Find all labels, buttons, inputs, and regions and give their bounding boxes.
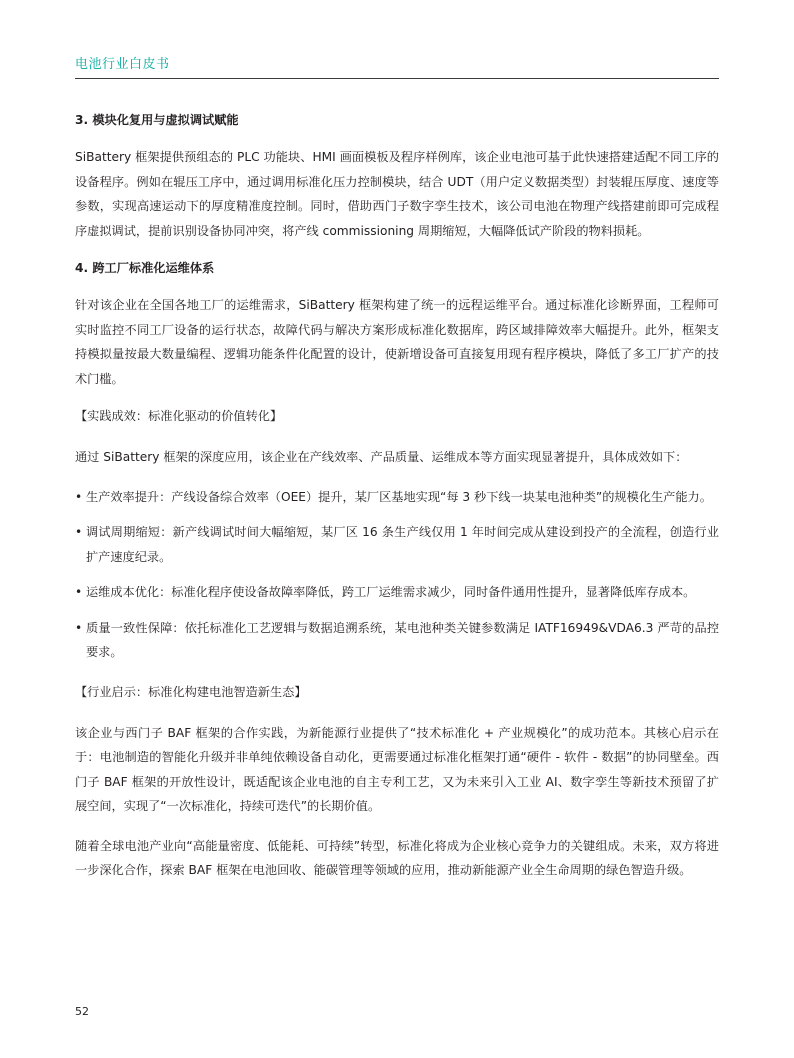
bullet-text: 调试周期缩短：新产线调试时间大幅缩短，某厂区 16 条生产线仅用 1 年时间完成从建设到投产的全流程，创造行业扩产速度纪录。 xyxy=(86,525,719,564)
section-3-heading: 3. 模块化复用与虚拟调试赋能 xyxy=(75,113,239,127)
results-subheading: 【实践成效：标准化驱动的价值转化】 xyxy=(75,409,283,423)
insight-subheading: 【行业启示：标准化构建电池智造新生态】 xyxy=(75,684,307,699)
insight-paragraph-1: 该企业与西门子 BAF 框架的合作实践，为新能源行业提供了“技术标准化 + 产业规模化”的成功范本。其核心启示在于：电池制造的智能化升级并非单纯依赖设备自动化，更需要通过标准化框架打通“硬件 - 软件 - 数据”的协同壁垒。西门子 BAF 框架的开放性设计，既适配该企业电池的自主专利工艺，又为未来引入工业 AI、数字孪生等新技术预留了扩展空间，实现了“一次标准化，持续可迭代”的长期价值。 xyxy=(75,725,719,813)
bullet-text: 质量一致性保障：依托标准化工艺逻辑与数据追溯系统，某电池种类关键参数满足 IATF16949&VDA6.3 严苛的品控要求。 xyxy=(86,620,719,659)
results-intro: 通过 SiBattery 框架的深度应用，该企业在产线效率、产品质量、运维成本等方面实现显著提升，具体成效如下： xyxy=(75,450,688,464)
bullet-item xyxy=(75,580,719,605)
section-3-paragraph: SiBattery 框架提供预组态的 PLC 功能块、HMI 画面模板及程序样例库，该企业电池可基于此快速搭建适配不同工序的设备程序。例如在辊压工序中，通过调用标准化压力控制模块，结合 UDT（用户定义数据类型）封装辊压厚度、速度等参数，实现高速运动下的厚度精准度控制。同时，借助西门子数字孪生技术，该公司电池在物理产线搭建前即可完成程序虚拟调试，提前识别设备协同冲突，将产线 commissioning 周期缩短，大幅降低试产阶段的物料损耗。 xyxy=(75,150,719,238)
results-bullet-list xyxy=(75,485,719,665)
bullet-item xyxy=(75,520,719,569)
header-divider xyxy=(75,78,719,79)
section-4-paragraph: 针对该企业在全国各地工厂的运维需求，SiBattery 框架构建了统一的远程运维平台。通过标准化诊断界面，工程师可实时监控不同工厂设备的运行状态，故障代码与解决方案形成标准化数据库，跨区域排障效率大幅提升。此外，框架支持模拟量按最大数量编程、逻辑功能条件化配置的设计，使新增设备可直接复用现有程序模块，降低了多工厂扩产的技术门槛。 xyxy=(75,298,719,386)
insight-paragraph-2: 随着全球电池产业向“高能量密度、低能耗、可持续”转型，标准化将成为企业核心竞争力的关键组成。未来，双方将进一步深化合作，探索 BAF 框架在电池回收、能碳管理等领域的应用，推动新能源产业全生命周期的绿色智造升级。 xyxy=(75,838,719,877)
bullet-text: 运维成本优化：标准化程序使设备故障率降低，跨工厂运维需求减少，同时备件通用性提升，显著降低库存成本。 xyxy=(86,585,696,599)
bullet-dot-icon: • xyxy=(75,525,83,539)
bullet-dot-icon: • xyxy=(75,489,83,504)
page-number: 52 xyxy=(75,1005,89,1018)
section-4-heading: 4. 跨工厂标准化运维体系 xyxy=(75,261,215,275)
bullet-item xyxy=(75,616,719,665)
bullet-dot-icon: • xyxy=(75,620,83,635)
running-header-title: 电池行业白皮书 xyxy=(75,57,170,72)
bullet-item xyxy=(75,485,719,510)
bullet-text: 生产效率提升：产线设备综合效率（OEE）提升，某厂区基地实现“每 3 秒下线一块某电池种类”的规模化生产能力。 xyxy=(86,489,712,504)
bullet-dot-icon: • xyxy=(75,585,83,599)
page-content xyxy=(75,110,719,898)
